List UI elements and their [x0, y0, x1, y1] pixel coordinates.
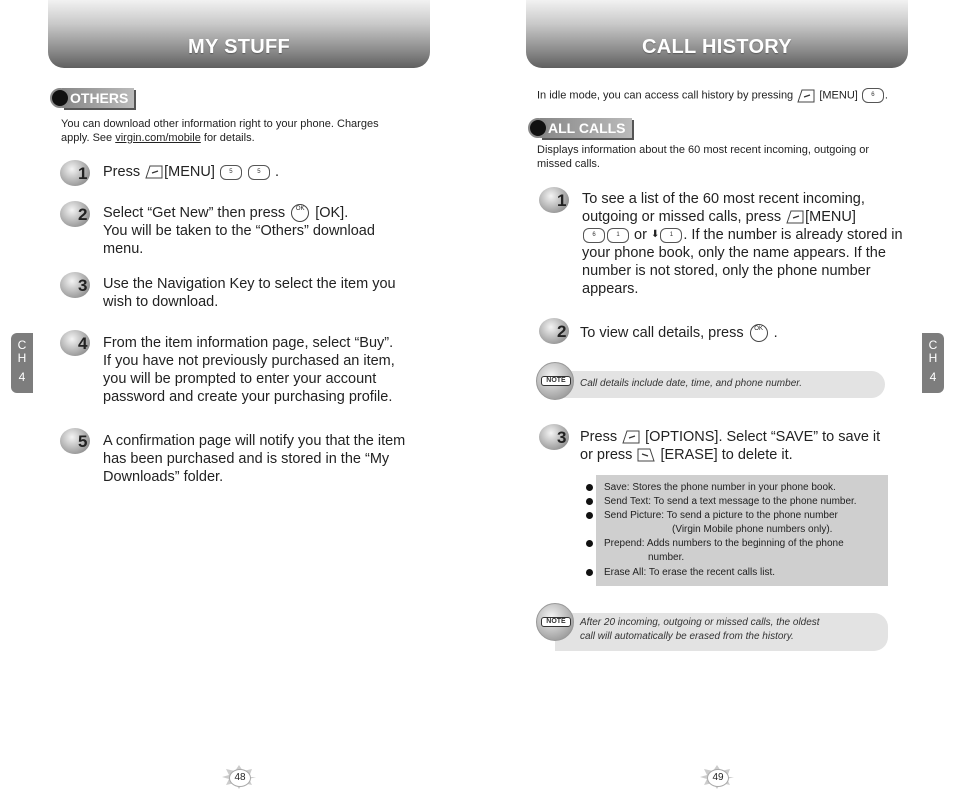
ok-key-icon: OK	[291, 204, 309, 222]
right-page-title: CALL HISTORY	[642, 36, 792, 58]
key-6-icon: 6	[583, 228, 605, 243]
note-icon: NOTE	[536, 603, 574, 641]
nav-down-icon: ⬇	[650, 229, 660, 241]
section-label: ALL CALLS	[540, 118, 632, 138]
call-step-1-text: To see a list of the 60 most recent incoming, outgoing or missed calls, press [MENU] 6 1 or ⬇ 1 . If the number is already stored in your phone book, only the name appears. If the number is not stored, only the phone number appears.	[582, 191, 903, 298]
left-header-bar	[48, 0, 430, 68]
note-2-text: After 20 incoming, outgoing or missed calls, the oldest call will automatically be erased from the history.	[580, 617, 820, 642]
key-5-icon: 5	[248, 165, 270, 180]
all-calls-desc: Displays information about the 60 most recent incoming, outgoing or missed calls.	[537, 144, 870, 170]
key-6-icon: 6	[862, 88, 884, 103]
intro-line-1: You can download other information right to your phone. Charges	[61, 118, 379, 130]
note-icon: NOTE	[536, 362, 574, 400]
step-2-text: Select “Get New” then press OK [OK]. You will be taken to the “Others” download menu.	[103, 205, 375, 258]
section-tag-all-calls	[528, 118, 632, 138]
left-page-title: MY STUFF	[187, 36, 291, 58]
step-3-text: Use the Navigation Key to select the item you wish to download.	[103, 276, 396, 310]
left-chapter-tab: C H 4	[11, 333, 33, 393]
key-1-icon: 1	[660, 228, 682, 243]
right-chapter-tab: C H 4	[922, 333, 944, 393]
call-step-2-text: To view call details, press OK .	[580, 325, 778, 341]
step-4-text: From the item information page, select “Buy”. If you have not previously purchased an item, you will be prompted to enter your account password and create your purchasing profile.	[103, 335, 395, 405]
bullet-icon	[586, 540, 593, 547]
left-soft-key-icon	[797, 89, 815, 103]
section-label: OTHERS	[62, 88, 134, 108]
step-4-number: 4	[60, 330, 90, 356]
bullet-icon	[586, 569, 593, 576]
step-5-number: 5	[60, 428, 90, 454]
step-3-number: 3	[60, 272, 90, 298]
options-list: Save: Stores the phone number in your phone book. Send Text: To send a text message to the phone number. Send Picture: To send a picture to the phone number (Virgin Mobile phone numbers only). Prepend: Adds numbers to the beginning of the phone number. Erase All: To erase the recent calls list.	[582, 475, 888, 586]
ok-key-icon: OK	[750, 324, 768, 342]
section-dot-icon	[50, 88, 70, 108]
left-soft-key-icon	[622, 430, 640, 444]
bullet-icon	[586, 484, 593, 491]
bullet-icon	[586, 512, 593, 519]
idle-mode-text: In idle mode, you can access call history by pressing [MENU] 6 .	[537, 89, 888, 102]
key-1-icon: 1	[607, 228, 629, 243]
note-1-text: Call details include date, time, and phone number.	[580, 378, 802, 389]
step-1-number: 1	[60, 160, 90, 186]
virgin-link[interactable]: virgin.com/mobile	[115, 132, 201, 144]
left-soft-key-icon	[145, 165, 163, 179]
others-intro	[61, 117, 421, 145]
section-tag-others	[50, 88, 134, 108]
bullet-icon	[586, 498, 593, 505]
intro-line-2: apply. See virgin.com/mobile for details.	[61, 132, 255, 144]
call-step-3-number: 3	[539, 424, 569, 450]
section-dot-icon	[528, 118, 548, 138]
left-soft-key-icon	[786, 210, 804, 224]
call-step-1-number: 1	[539, 187, 569, 213]
call-step-3-text: Press [OPTIONS]. Select “SAVE” to save it or press [ERASE] to delete it.	[580, 429, 881, 463]
step-5-text: A confirmation page will notify you that the item has been purchased and is stored in the “My Downloads” folder.	[103, 433, 406, 485]
right-page-number: 49	[700, 765, 734, 789]
call-step-2-number: 2	[539, 318, 569, 344]
key-5-icon: 5	[220, 165, 242, 180]
step-2-number: 2	[60, 201, 90, 227]
step-1-text: Press [MENU] 5 5 .	[103, 164, 279, 180]
right-header-bar	[526, 0, 908, 68]
right-soft-key-icon	[637, 448, 655, 462]
left-page-number: 48	[222, 765, 256, 789]
